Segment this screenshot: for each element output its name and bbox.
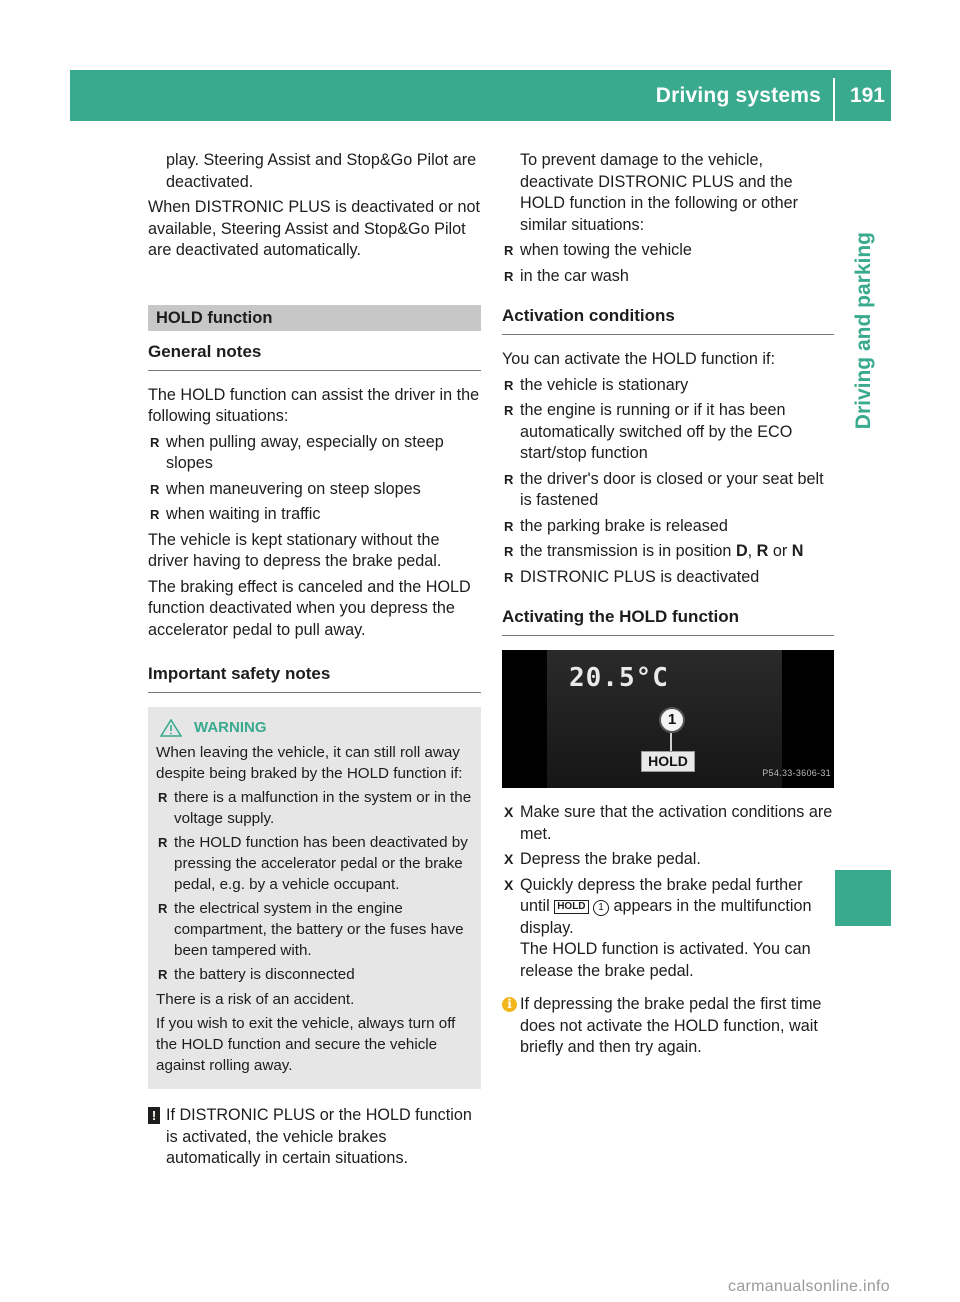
header-bar [70, 70, 891, 121]
intro-continuation: play. Steering Assist and Stop&Go Pilot are deactivated. [166, 151, 477, 191]
gear-r: R [756, 542, 769, 560]
warning-list [156, 787, 473, 985]
warning-header [156, 717, 473, 738]
watermark: carmanualsonline.info [728, 1278, 890, 1295]
braking-para: The braking effect is canceled and the HOLD function deactivated when you depress the accelerator pedal to pull away. [148, 577, 471, 639]
separator: or [768, 542, 792, 560]
list-item: R when towing the vehicle [502, 240, 834, 262]
page-section-title: Driving systems [655, 84, 821, 107]
warning-triangle-icon [160, 719, 182, 737]
general-notes-para: The HOLD function can assist the driver in the following situations: [148, 385, 480, 425]
general-notes-heading: General notes [148, 341, 481, 371]
transmission-text: the transmission is in position [520, 542, 736, 560]
list-item: R in the car wash [502, 266, 834, 288]
list-item: R the parking brake is released [502, 516, 834, 538]
warning-intro: When leaving the vehicle, it can still roll away despite being braked by the HOLD function if: [156, 744, 463, 782]
step-text: appears in the multifunction display. [520, 897, 812, 937]
hold-symbol-icon: HOLD [554, 900, 588, 914]
activating-heading: Activating the HOLD function [502, 606, 834, 636]
list-item: R the electrical system in the engine compartment, the battery or the fuses have been tampered with. [156, 898, 473, 961]
step-result: The HOLD function is activated. You can release the brake pedal. [520, 940, 811, 980]
warning-risk: There is a risk of an accident. [156, 991, 355, 1008]
side-tab [835, 232, 891, 532]
list-item: R the HOLD function has been deactivated by pressing the accelerator pedal or the brake pedal, e.g. by a vehicle occupant. [156, 832, 473, 895]
prevent-para: To prevent damage to the vehicle, deactivate DISTRONIC PLUS and the HOLD function in the following or other similar situations: [520, 151, 799, 234]
list-item: R the battery is disconnected [156, 964, 473, 985]
info-text: If depressing the brake pedal the first time does not activate the HOLD function, wait briefly and then try again. [520, 995, 822, 1056]
list-item-transmission [502, 541, 834, 563]
hold-indicator: HOLD [641, 751, 695, 772]
step-text: Quickly depress the brake pedal further until [520, 875, 803, 915]
separator: , [747, 542, 757, 560]
left-column [148, 150, 481, 1170]
side-tab-label: Driving and parking [852, 232, 875, 430]
callout-number-inline: 1 [593, 900, 609, 916]
callout-number: 1 [659, 707, 685, 733]
temperature-readout: 20.5°C [569, 663, 669, 693]
info-icon: i [502, 997, 517, 1012]
activation-heading: Activation conditions [502, 305, 834, 335]
header-divider [833, 78, 835, 121]
step-item: X Make sure that the activation conditions are met. [502, 802, 834, 845]
activation-intro: You can activate the HOLD function if: [502, 350, 775, 368]
warning-advice: If you wish to exit the vehicle, always turn off the HOLD function and secure the vehicle against rolling away. [156, 1015, 456, 1074]
notice-text: If DISTRONIC PLUS or the HOLD function is activated, the vehicle brakes automatically in certain situations. [166, 1106, 472, 1167]
gear-n: N [791, 542, 804, 560]
image-code: P54.33-3606-31 [762, 767, 831, 778]
right-column [502, 150, 834, 1059]
stationary-para: The vehicle is kept stationary without the driver having to depress the brake pedal. [148, 530, 442, 570]
list-item: R when maneuvering on steep slopes [148, 479, 481, 501]
section-title: HOLD function [148, 305, 481, 331]
list-item: R DISTRONIC PLUS is deactivated [502, 567, 834, 589]
step-item [502, 875, 834, 983]
general-notes-list [148, 432, 481, 526]
gear-d: D [735, 542, 748, 560]
warning-label: WARNING [194, 719, 267, 736]
multifunction-display-image [502, 650, 834, 788]
list-item: R the vehicle is stationary [502, 375, 834, 397]
side-tab-marker [835, 870, 891, 926]
warning-box [148, 707, 481, 1089]
exclamation-icon: ! [148, 1107, 160, 1124]
list-item: R the engine is running or if it has been automatically switched off by the ECO start/stop function [502, 400, 834, 465]
notice [148, 1105, 481, 1170]
activation-list [502, 375, 834, 589]
info-note [502, 994, 834, 1059]
list-item: R there is a malfunction in the system or in the voltage supply. [156, 787, 473, 829]
prevent-list [502, 240, 834, 287]
activation-steps [502, 802, 834, 982]
page-number: 191 [849, 84, 885, 107]
list-item: R the driver's door is closed or your seat belt is fastened [502, 469, 834, 512]
intro-paragraph: When DISTRONIC PLUS is deactivated or not available, Steering Assist and Stop&Go Pilot are deactivated automatically. [148, 198, 480, 259]
list-item: R when pulling away, especially on steep slopes [148, 432, 481, 475]
step-item: X Depress the brake pedal. [502, 849, 834, 871]
safety-heading: Important safety notes [148, 663, 481, 693]
list-item: R when waiting in traffic [148, 504, 481, 526]
callout-line [670, 733, 672, 751]
